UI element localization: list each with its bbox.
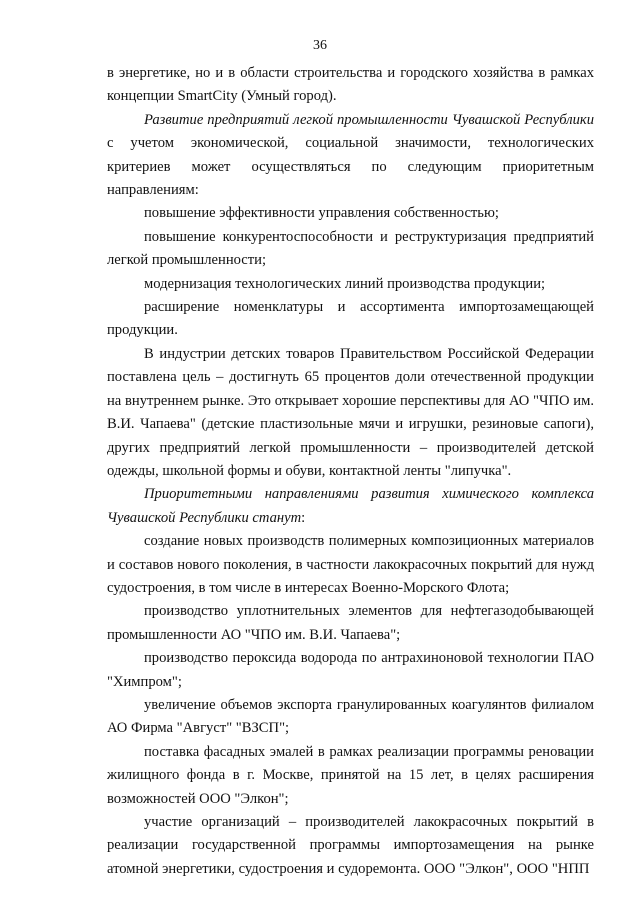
paragraph	[107, 343, 594, 483]
paragraph-text: расширение номенклатуры и ассортимента импортозамещающей продукции.	[107, 299, 594, 339]
italic-text: Приоритетными направлениями развития химического комплекса Чувашской Республики станут	[107, 486, 594, 526]
paragraph-text: создание новых производств полимерных композиционных материалов и составов нового поколения, в частности лакокрасочных покрытий для нужд судостроения, в том числе в интересах Военно-Морского Флота;	[107, 533, 594, 596]
paragraph-text: участие организаций – производителей лакокрасочных покрытий в реализации государственной программы импортозамещения на рынке атомной энергетики, судостроения и судоремонта. ООО "Элкон", ООО "НПП	[107, 814, 594, 877]
paragraph-text: производство уплотнительных элементов для нефтегазодобывающей промышленности АО "ЧПО им. В.И. Чапаева";	[107, 603, 594, 643]
paragraph	[107, 62, 594, 109]
italic-text: Развитие предприятий легкой промышленности Чувашской Республики	[144, 111, 594, 128]
page-number: 36	[313, 38, 327, 53]
paragraph	[107, 647, 594, 694]
paragraph	[107, 483, 594, 530]
paragraph-text: поставка фасадных эмалей в рамках реализации программы реновации жилищного фонда в г. Москве, принятой на 15 лет, в целях расширения возможностей ООО "Элкон";	[107, 743, 594, 807]
paragraph	[107, 694, 594, 741]
paragraph	[107, 296, 594, 343]
paragraph-text: В индустрии детских товаров Правительством Российской Федерации поставлена цель – достигнуть 65 процентов доли отечественной продукции на внутреннем рынке. Это открывает хорошие перспективы для АО "ЧПО им. В.И. Чапаева" (детские пластизольные мячи и игрушки, резиновые сапоги), других предприятий легкой промышленности – производителей детской одежды, школьной формы и обуви, контактной ленты "липучка".	[107, 345, 594, 479]
paragraph	[107, 600, 594, 647]
paragraph-text: производство пероксида водорода по антрахиноновой технологии ПАО "Химпром";	[107, 650, 594, 690]
paragraph-text: в энергетике, но и в области строительства и городского хозяйства в рамках концепции SmartCity (Умный город).	[107, 65, 594, 105]
paragraph	[107, 226, 594, 273]
paragraph	[107, 530, 594, 600]
paragraph	[107, 811, 594, 881]
paragraph-text: увеличение объемов экспорта гранулированных коагулянтов филиалом АО Фирма "Август" "ВЗСП";	[107, 696, 594, 737]
paragraph	[107, 109, 594, 203]
paragraph	[107, 273, 594, 296]
paragraph	[107, 202, 594, 225]
paragraph-text: повышение эффективности управления собственностью;	[144, 205, 499, 222]
paragraph-text: повышение конкурентоспособности и реструктуризация предприятий легкой промышленности;	[107, 228, 594, 269]
paragraph-text: с учетом экономической, социальной значимости, технологических критериев может осуществляться по следующим приоритетным направлениям:	[107, 135, 594, 199]
paragraph-text: модернизация технологических линий производства продукции;	[144, 275, 546, 292]
document-body	[107, 62, 594, 881]
paragraph	[107, 741, 594, 811]
paragraph-text: :	[301, 509, 306, 526]
